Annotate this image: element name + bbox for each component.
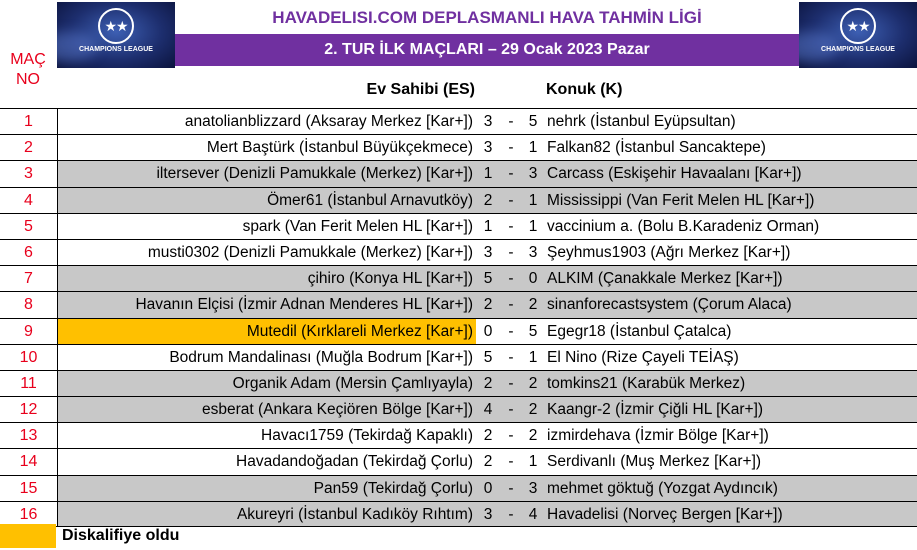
home-team: anatolianblizzard (Aksaray Merkez [Kar+]) bbox=[184, 113, 473, 130]
match-number: 9 bbox=[0, 319, 57, 344]
table-row bbox=[0, 370, 917, 396]
away-score: 4 bbox=[528, 505, 538, 523]
away-score: 2 bbox=[528, 374, 538, 392]
page-title: HAVADELISI.COM DEPLASMANLI HAVA TAHMİN LİGİ bbox=[272, 8, 702, 27]
match-number: 10 bbox=[0, 345, 57, 370]
away-team: El Nino (Rize Çayeli TEİAŞ) bbox=[547, 348, 739, 366]
home-team: esberat (Ankara Keçiören Bölge [Kar+]) bbox=[202, 401, 473, 419]
match-cells bbox=[57, 161, 917, 186]
home-score: 1 bbox=[483, 165, 493, 183]
home-score: 3 bbox=[483, 113, 493, 130]
away-team: mehmet göktuğ (Yozgat Aydıncık) bbox=[547, 479, 778, 497]
home-score: 2 bbox=[483, 427, 493, 445]
home-team: Mutedil (Kırklareli Merkez [Kar+]) bbox=[58, 319, 476, 344]
away-team: izmirdehava (İzmir Bölge [Kar+]) bbox=[547, 427, 769, 445]
logo-text: CHAMPIONS LEAGUE bbox=[79, 46, 153, 53]
home-score: 3 bbox=[483, 505, 493, 523]
match-cells bbox=[57, 397, 917, 422]
legend-text: Diskalifiye oldu bbox=[62, 527, 180, 544]
away-team: Falkan82 (İstanbul Sancaktepe) bbox=[547, 139, 766, 157]
match-number: 11 bbox=[0, 371, 57, 396]
away-score: 3 bbox=[528, 479, 538, 497]
score-separator: - bbox=[508, 453, 514, 471]
score-separator: - bbox=[508, 322, 514, 340]
match-number: 2 bbox=[0, 135, 57, 160]
home-score: 3 bbox=[483, 139, 493, 157]
away-team: Carcass (Eskişehir Havaalanı [Kar+]) bbox=[547, 165, 802, 183]
score-separator: - bbox=[508, 270, 514, 288]
match-cells bbox=[57, 135, 917, 160]
starball-icon: ★★ bbox=[840, 8, 876, 44]
column-header-away: Konuk (K) bbox=[546, 81, 623, 98]
match-cells bbox=[57, 188, 917, 213]
home-score: 5 bbox=[483, 270, 493, 288]
away-score: 3 bbox=[528, 165, 538, 183]
table-row bbox=[0, 344, 917, 370]
away-score: 1 bbox=[528, 453, 538, 471]
away-score: 5 bbox=[528, 322, 538, 340]
table-row bbox=[0, 318, 917, 344]
away-score: 0 bbox=[528, 270, 538, 288]
match-cells bbox=[57, 371, 917, 396]
away-score: 2 bbox=[528, 427, 538, 445]
score-separator: - bbox=[508, 296, 514, 314]
table-row bbox=[0, 160, 917, 186]
champions-league-logo-left bbox=[57, 2, 175, 68]
score-separator: - bbox=[508, 401, 514, 419]
away-score: 1 bbox=[528, 191, 538, 209]
home-score: 2 bbox=[483, 374, 493, 392]
home-score: 3 bbox=[483, 243, 493, 261]
table-row bbox=[0, 134, 917, 160]
match-table bbox=[0, 108, 917, 527]
score-separator: - bbox=[508, 217, 514, 235]
match-number: 15 bbox=[0, 476, 57, 501]
table-row bbox=[0, 422, 917, 448]
home-score: 1 bbox=[483, 217, 493, 235]
match-number: 8 bbox=[0, 292, 57, 317]
home-score: 4 bbox=[483, 401, 493, 419]
away-team: Egegr18 (İstanbul Çatalca) bbox=[547, 322, 732, 340]
match-number: 5 bbox=[0, 214, 57, 239]
legend bbox=[0, 524, 917, 550]
away-score: 2 bbox=[528, 401, 538, 419]
home-team: Bodrum Mandalinası (Muğla Bodrum [Kar+]) bbox=[169, 348, 473, 366]
match-number: 13 bbox=[0, 423, 57, 448]
match-number: 14 bbox=[0, 449, 57, 474]
home-team: Mert Baştürk (İstanbul Büyükçekmece) bbox=[206, 139, 473, 157]
match-cells bbox=[57, 240, 917, 265]
home-score: 5 bbox=[483, 348, 493, 366]
match-number: 4 bbox=[0, 188, 57, 213]
away-score: 1 bbox=[528, 139, 538, 157]
away-team: vaccinium a. (Bolu B.Karadeniz Orman) bbox=[547, 217, 820, 235]
away-team: tomkins21 (Karabük Merkez) bbox=[547, 374, 746, 392]
match-cells bbox=[57, 345, 917, 370]
home-team: spark (Van Ferit Melen HL [Kar+]) bbox=[242, 217, 473, 235]
home-team: Pan59 (Tekirdağ Çorlu) bbox=[313, 479, 473, 497]
column-header-mac-no: MAÇ NO bbox=[10, 51, 46, 88]
match-number: 16 bbox=[0, 502, 57, 526]
score-separator: - bbox=[508, 505, 514, 523]
disqualified-swatch bbox=[0, 524, 56, 548]
away-team: ALKIM (Çanakkale Merkez [Kar+]) bbox=[547, 270, 783, 288]
match-cells bbox=[57, 214, 917, 239]
home-score: 2 bbox=[483, 453, 493, 471]
score-separator: - bbox=[508, 427, 514, 445]
away-team: Mississippi (Van Ferit Melen HL [Kar+]) bbox=[547, 191, 815, 209]
home-team: Havacı1759 (Tekirdağ Kapaklı) bbox=[261, 427, 473, 445]
home-team: Ömer61 (İstanbul Arnavutköy) bbox=[267, 191, 473, 209]
score-separator: - bbox=[508, 139, 514, 157]
score-separator: - bbox=[508, 113, 514, 130]
away-team: nehrk (İstanbul Eyüpsultan) bbox=[547, 113, 736, 130]
home-team: Havadandoğadan (Tekirdağ Çorlu) bbox=[236, 453, 473, 471]
away-team: Kaangr-2 (İzmir Çiğli HL [Kar+]) bbox=[547, 401, 764, 419]
away-score: 1 bbox=[528, 348, 538, 366]
home-score: 0 bbox=[483, 479, 493, 497]
match-cells bbox=[57, 319, 917, 344]
away-team: Havadelisi (Norveç Bergen [Kar+]) bbox=[547, 505, 783, 523]
home-score: 2 bbox=[483, 191, 493, 209]
match-cells bbox=[57, 423, 917, 448]
match-number: 7 bbox=[0, 266, 57, 291]
score-separator: - bbox=[508, 348, 514, 366]
score-separator: - bbox=[508, 191, 514, 209]
away-team: Şeyhmus1903 (Ağrı Merkez [Kar+]) bbox=[547, 243, 791, 261]
home-team: Organik Adam (Mersin Çamlıyayla) bbox=[232, 374, 473, 392]
match-cells bbox=[57, 502, 917, 526]
logo-text: CHAMPIONS LEAGUE bbox=[821, 46, 895, 53]
match-cells bbox=[57, 266, 917, 291]
match-cells bbox=[57, 476, 917, 501]
match-cells bbox=[57, 292, 917, 317]
away-team: sinanforecastsystem (Çorum Alaca) bbox=[547, 296, 792, 314]
score-separator: - bbox=[508, 374, 514, 392]
match-cells bbox=[57, 449, 917, 474]
table-row bbox=[0, 265, 917, 291]
score-separator: - bbox=[508, 243, 514, 261]
match-number: 1 bbox=[0, 109, 57, 134]
home-score: 2 bbox=[483, 296, 493, 314]
home-team: çihiro (Konya HL [Kar+]) bbox=[307, 270, 473, 288]
starball-icon: ★★ bbox=[98, 8, 134, 44]
home-team: Havanın Elçisi (İzmir Adnan Menderes HL [Kar+]) bbox=[135, 296, 473, 314]
table-row bbox=[0, 396, 917, 422]
table-row bbox=[0, 291, 917, 317]
home-score: 0 bbox=[483, 322, 493, 340]
score-separator: - bbox=[508, 479, 514, 497]
score-separator: - bbox=[508, 165, 514, 183]
table-row bbox=[0, 475, 917, 501]
table-row bbox=[0, 239, 917, 265]
away-score: 5 bbox=[528, 113, 538, 130]
champions-league-logo-right bbox=[799, 2, 917, 68]
away-score: 2 bbox=[528, 296, 538, 314]
table-row bbox=[0, 448, 917, 474]
home-team: iltersever (Denizli Pamukkale (Merkez) [Kar+]) bbox=[156, 165, 473, 183]
table-row bbox=[0, 187, 917, 213]
home-team: musti0302 (Denizli Pamukkale (Merkez) [Kar+]) bbox=[147, 243, 473, 261]
home-team: Akureyri (İstanbul Kadıköy Rıhtım) bbox=[236, 505, 473, 523]
away-score: 1 bbox=[528, 217, 538, 235]
match-number: 3 bbox=[0, 161, 57, 186]
match-number: 6 bbox=[0, 240, 57, 265]
away-score: 3 bbox=[528, 243, 538, 261]
away-team: Serdivanlı (Muş Merkez [Kar+]) bbox=[547, 453, 762, 471]
page-subtitle: 2. TUR İLK MAÇLARI – 29 Ocak 2023 Pazar bbox=[175, 34, 799, 66]
table-row bbox=[0, 108, 917, 134]
table-row bbox=[0, 213, 917, 239]
match-number: 12 bbox=[0, 397, 57, 422]
column-header-home: Ev Sahibi (ES) bbox=[366, 81, 475, 98]
match-cells bbox=[57, 109, 917, 134]
